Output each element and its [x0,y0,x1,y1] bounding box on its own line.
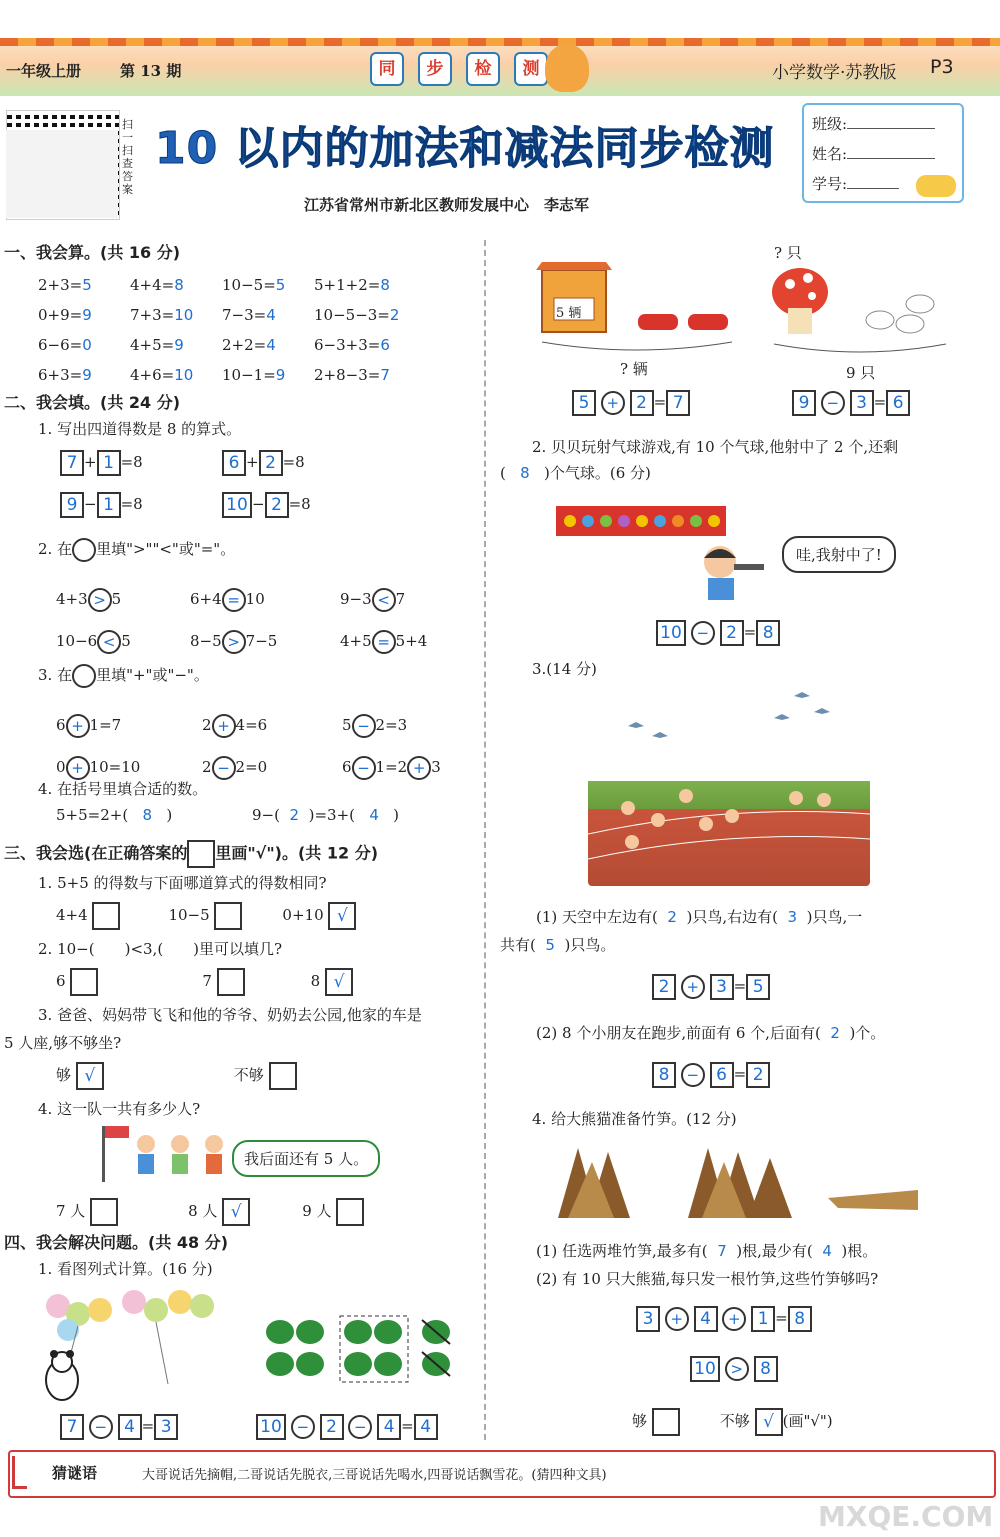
s2-q4-eq2: 9−( 2 )=3+( 4 ) [252,806,400,824]
option-checkbox[interactable]: √ [325,968,353,996]
s3-q2-opts: 6 7 8 √ [56,968,353,996]
option-checkbox[interactable]: √ [755,1408,783,1436]
s4-eq8: 3 + 4 + 1 = 8 [636,1306,812,1332]
qr-caption: 扫一扫查答案 [122,118,133,196]
calc-row: 0+9=9 7+3=10 7−3=4 10−5−3=2 [38,306,400,324]
section1-title: 一、我会算。(共 16 分) [4,243,181,262]
author-line: 江苏省常州市新北区教师发展中心 李志军 [304,196,590,214]
watermark: MXQE.COM [818,1500,994,1533]
tab-4: 测 [514,52,548,86]
s4-eq3: 5 + 2 = 7 [572,390,690,416]
column-divider [484,240,486,1440]
section1-grid [38,270,399,390]
option-checkbox[interactable]: √ [76,1062,104,1090]
rabbit-total: 9 只 [846,364,876,382]
option-checkbox[interactable] [336,1198,364,1226]
s2-q1-eq2: 6 + 2 =8 [222,450,305,476]
grade-label: 一年级上册 [6,62,82,80]
watermelon-picture [262,1314,462,1386]
s2-q1: 1. 写出四道得数是 8 的算式。 [38,420,242,438]
s4-q4: 4. 给大熊猫准备竹笋。(12 分) [532,1110,737,1128]
s4-eq7: 8 − 6 = 2 [652,1062,770,1088]
car-box-label: 5 辆 [556,306,582,321]
panda-balloons-picture [38,1284,216,1408]
s2-q1-eq3: 9 − 1 =8 [60,492,143,518]
class-label: 班级: [812,115,848,133]
s4-q4b: (2) 有 10 只大熊猫,每只发一根竹笋,这些竹笋够吗? [536,1270,879,1288]
s2-q1-eq1: 7 + 1 =8 [60,450,143,476]
option-checkbox[interactable]: √ [328,902,356,930]
cartoon-icon [916,175,956,197]
class-field[interactable] [847,128,935,129]
s3-q3-line2: 5 人座,够不够坐? [4,1034,122,1052]
s3-q3-opts: 够 √ 不够 [56,1062,297,1090]
tab-3: 检 [466,52,500,86]
subject-label: 小学数学·苏教版 [772,63,897,83]
speech-bubble-2: 哇,我射中了! [782,536,896,573]
s4-eq9: 10 > 8 [690,1356,778,1382]
boy-shooting-picture [690,540,770,602]
name-field[interactable] [847,158,935,159]
section2-title: 二、我会填。(共 24 分) [4,393,181,412]
s3-q1-opts: 4+4 10−5 0+10 √ [56,902,356,930]
option-checkbox[interactable] [214,902,242,930]
s4-eq2: 10 − 2 − 4 = 4 [256,1414,438,1440]
s2-q3-grid: 6 + 1=7 2 + 4=6 5 − 2=3 0 + 10=10 2 − 2=0 6 − 1=2 + 3 [56,704,441,788]
s4-eq1: 7 − 4 = 3 [60,1414,178,1440]
riddle-label: 猜谜语 [52,1464,98,1482]
s2-q2: 2. 在 里填">""<"或"="。 [38,538,235,562]
calc-row: 6+3=9 4+6=10 10−1=9 2+8−3=7 [38,366,390,384]
name-label: 姓名: [812,145,848,163]
option-checkbox[interactable] [217,968,245,996]
s2-q4: 4. 在括号里填合适的数。 [38,780,208,798]
rabbit-question: ? 只 [774,244,802,262]
s4-eq6: 2 + 3 = 5 [652,974,770,1000]
tab-2: 步 [418,52,452,86]
s4-q3b: (2) 8 个小朋友在跑步,前面有 6 个,后面有( 2 )个。 [536,1024,886,1042]
id-label: 学号: [812,175,848,193]
riddle-text: 大哥说话先摘帽,二哥说话先脱衣,三哥说话先喝水,四哥说话飘雪花。(猜四种文具) [142,1468,607,1483]
s4-q3a: (1) 天空中左边有( 2 )只鸟,右边有( 3 )只鸟,一 [536,908,863,926]
tab-group [370,52,548,86]
calc-row: 2+3=5 4+4=8 10−5=5 5+1+2=8 [38,276,390,294]
s2-q2-grid: 4+3 > 5 6+4 = 10 9−3 < 7 10−6 < 5 8−5 > 7−5 4+5 = 5+4 [56,578,427,662]
tiger-mascot-icon [545,44,589,92]
id-field[interactable] [847,188,899,189]
page-title: 10 以内的加法和减法同步检测 [155,123,775,174]
tab-1: 同 [370,52,404,86]
calc-row: 6−6=0 4+5=9 2+2=4 6−3+3=6 [38,336,390,354]
option-checkbox[interactable] [70,968,98,996]
s3-q1: 1. 5+5 的得数与下面哪道算式的得数相同? [38,874,327,892]
s2-q4-eq1: 5+5=2+( 8 ) [56,806,173,824]
bamboo-shoots-picture [548,1138,928,1222]
page-number: P3 [930,56,954,78]
s3-q2: 2. 10−( )<3,( )里可以填几? [38,940,283,958]
s3-q4-opts: 7 人 8 人 √ 9 人 [56,1198,364,1226]
s2-q1-eq4: 10 − 2 =8 [222,492,311,518]
s2-q3: 3. 在 里填"+"或"−"。 [38,664,209,688]
option-checkbox[interactable] [652,1408,680,1436]
queue-kids-picture [100,1126,228,1182]
s3-q3: 3. 爸爸、妈妈带飞飞和他的爷爷、奶奶去公园,他家的车是 [38,1006,422,1024]
running-track-picture [588,684,870,886]
option-checkbox[interactable]: √ [222,1198,250,1226]
issue-label: 第 13 期 [120,62,182,80]
empty-box-icon [187,840,215,868]
s4-q2: 2. 贝贝玩射气球游戏,有 10 个气球,他射中了 2 个,还剩 [532,438,899,456]
car-question: ? 辆 [620,360,648,378]
qr-mask [6,130,118,218]
option-checkbox[interactable] [269,1062,297,1090]
s4-q3a-line2: 共有( 5 )只鸟。 [500,936,616,954]
s4-q1: 1. 看图列式计算。(16 分) [38,1260,213,1278]
section3-title: 三、我会选(在正确答案的 里画"√")。(共 12 分) [4,840,378,868]
option-checkbox[interactable] [90,1198,118,1226]
speech-bubble: 我后面还有 5 人。 [232,1140,380,1177]
s3-q4: 4. 这一队一共有多少人? [38,1100,201,1118]
s4-q4-opts: 够 不够 √ (画"√") [632,1408,833,1436]
s4-eq4: 9 − 3 = 6 [792,390,910,416]
section4-title: 四、我会解决问题。(共 48 分) [4,1233,229,1252]
s4-eq5: 10 − 2 = 8 [656,620,780,646]
balloon-banner-picture [556,500,726,542]
banner-strip [0,38,1000,46]
footer-corner-icon [12,1456,27,1489]
s4-q2-line2: ( 8 )个气球。(6 分) [500,464,651,482]
s4-q3: 3.(14 分) [532,660,597,678]
circle-icon [72,538,96,562]
rabbit-mushroom-picture [770,264,950,358]
student-info-box [802,103,964,203]
option-checkbox[interactable] [92,902,120,930]
s4-q4a: (1) 任选两堆竹笋,最多有( 7 )根,最少有( 4 )根。 [536,1242,878,1260]
circle-icon [72,664,96,688]
